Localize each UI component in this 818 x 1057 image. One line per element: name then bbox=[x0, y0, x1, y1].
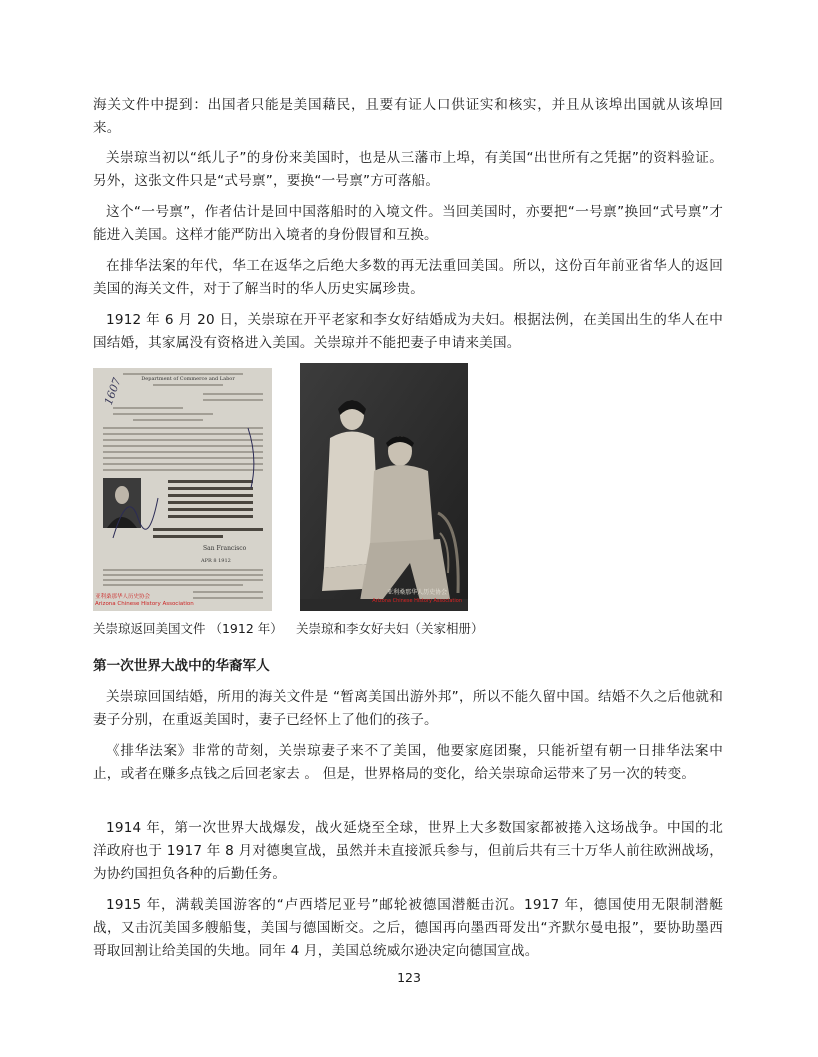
paragraph-1: 海关文件中提到：出国者只能是美国藉民，且要有证人口供证实和核实，并且从该埠出国就从该埠回来。 bbox=[93, 97, 723, 136]
doc-handwritten-number: 1607 bbox=[101, 376, 124, 407]
section-paragraph-1: 关崇琼回国结婚，所用的海关文件是 “暂离美国出游外邦”，所以不能久留中国。结婚不久之后他就和妻子分别，在重返美国时，妻子已经怀上了他们的孩子。 bbox=[93, 689, 723, 728]
page-number: 123 bbox=[397, 970, 421, 985]
caption-left: 关崇琼返回美国文件 （1912 年） bbox=[93, 621, 283, 636]
photo-left-watermark bbox=[95, 594, 194, 608]
doc-header-text: Department of Commerce and Labor bbox=[141, 376, 235, 382]
photo-left-watermark-en: Arizona Chinese History Association bbox=[95, 601, 194, 607]
photo-right-watermark-cn: 亚利桑那华人历史协会 bbox=[387, 589, 448, 596]
section-paragraph-3: 1914 年，第一次世界大战爆发，战火延烧至全球，世界上大多数国家都被捲入这场战争。中国的北洋政府也于 1917 年 8 月对德奥宣战，虽然并未直接派兵参与，但前后共有三十万华人前往欧洲战场，为协约国担负各种的后勤任务。 bbox=[93, 820, 723, 882]
doc-city-text: San Francisco bbox=[203, 545, 247, 552]
customs-document-drawing bbox=[93, 368, 272, 611]
section-heading: 第一次世界大战中的华裔军人 bbox=[93, 658, 270, 674]
paragraph-2: 关崇琼当初以“纸儿子”的身份来美国时，也是从三藩市上埠，有美国“出世所有之凭据”的资料验证。另外，这张文件只是“式号禀”，要换“一号禀”方可落船。 bbox=[93, 150, 723, 189]
customs-document-photo bbox=[93, 368, 272, 611]
photo-right-watermark bbox=[372, 589, 462, 605]
caption-right: 关崇琼和李女好夫妇（关家相册） bbox=[296, 621, 484, 636]
photo-left-watermark-cn: 亚利桑那华人历史协会 bbox=[95, 594, 151, 600]
section-paragraph-4: 1915 年，满载美国游客的“卢西塔尼亚号”邮轮被德国潜艇击沉。1917 年，德国使用无限制潜艇战，又击沉美国多艘船隻，美国与德国断交。之后，德国再向墨西哥发出“齐默尔曼电报”，要协助墨西哥取回割让给美国的失地。同年 4 月，美国总统威尔逊决定向德国宣战。 bbox=[93, 897, 723, 959]
couple-portrait-drawing bbox=[300, 363, 468, 611]
doc-date-text: APR 8 1912 bbox=[201, 558, 231, 564]
section-paragraph-2: 《排华法案》非常的苛刻，关崇琼妻子来不了美国，他要家庭团聚，只能祈望有朝一日排华法案中止，或者在赚多点钱之后回老家去 。 但是，世界格局的变化，给关崇琼命运带来了另一次的转变。 bbox=[93, 743, 723, 782]
paragraph-4: 在排华法案的年代，华工在返华之后绝大多数的再无法重回美国。所以，这份百年前亚省华人的返回美国的海关文件，对于了解当时的华人历史实属珍贵。 bbox=[93, 258, 723, 297]
paragraph-5: 1912 年 6 月 20 日，关崇琼在开平老家和李女好结婚成为夫妇。根据法例，在美国出生的华人在中国结婚，其家属没有资格进入美国。关崇琼并不能把妻子申请来美国。 bbox=[93, 312, 723, 351]
photo-right-watermark-en: Arizona Chinese History Association bbox=[372, 598, 462, 604]
couple-portrait-photo bbox=[300, 363, 468, 611]
paragraph-3: 这个“一号禀”，作者估计是回中国落船时的入境文件。当回美国时，亦要把“一号禀”换回“式号禀”才能进入美国。这样才能严防出入境者的身份假冒和互换。 bbox=[93, 204, 723, 243]
